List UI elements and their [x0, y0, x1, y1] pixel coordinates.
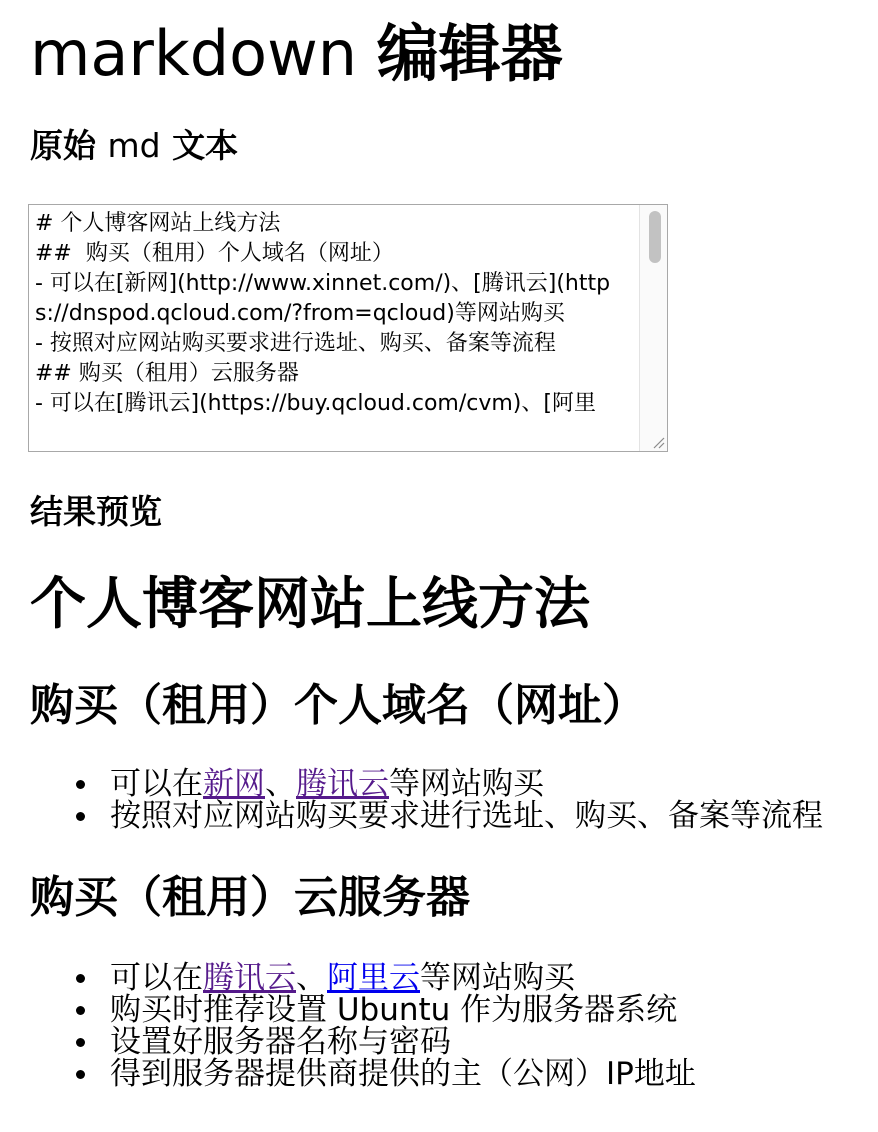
bullet-icon [76, 780, 85, 789]
preview-h2-domain: 购买（租用）个人域名（网址） [30, 680, 646, 731]
markdown-source-textarea[interactable] [29, 205, 637, 451]
bullet-icon [76, 812, 85, 821]
source-heading-part3: 文本 [172, 126, 239, 165]
preview-list-server [0, 962, 696, 1090]
list-item [0, 1026, 696, 1058]
link-xinnet[interactable]: 新网 [203, 766, 265, 802]
list-item-text: 可以在 [110, 960, 203, 996]
page-title-latin: markdown [30, 17, 358, 90]
list-item-separator: 、 [265, 766, 296, 802]
preview-section-heading: 结果预览 [30, 492, 162, 531]
link-aliyun[interactable]: 阿里云 [327, 960, 420, 996]
list-item-separator: 、 [296, 960, 327, 996]
list-item-text: 设置好服务器名称与密码 [110, 1024, 451, 1060]
bullet-icon [76, 974, 85, 983]
list-item-text: 购买时推荐设置 Ubuntu 作为服务器系统 [110, 992, 678, 1028]
source-section-heading [30, 126, 238, 166]
list-item-text: 等网站购买 [389, 766, 544, 802]
list-item [0, 800, 823, 832]
source-heading-part2: md [107, 126, 161, 165]
resize-handle-icon[interactable] [651, 435, 665, 449]
list-item-text: 等网站购买 [420, 960, 575, 996]
list-item [0, 768, 823, 800]
source-heading-part1: 原始 [30, 126, 96, 165]
list-item-text: 可以在 [110, 766, 203, 802]
link-tencent-cloud-cvm[interactable]: 腾讯云 [203, 960, 296, 996]
page-title-cn: 编辑器 [376, 17, 563, 90]
editor-scrollbar-thumb[interactable] [649, 211, 661, 263]
preview-list-domain [0, 768, 823, 832]
link-tencent-cloud-dnspod[interactable]: 腾讯云 [296, 766, 389, 802]
markdown-editor [28, 204, 668, 452]
list-item [0, 962, 696, 994]
list-item-text: 得到服务器提供商提供的主（公网）IP地址 [110, 1056, 696, 1092]
list-item-text: 按照对应网站购买要求进行选址、购买、备案等流程 [110, 798, 823, 834]
preview-h2-server: 购买（租用）云服务器 [30, 872, 470, 923]
bullet-icon [76, 1038, 85, 1047]
page-title [30, 14, 563, 94]
list-item [0, 994, 696, 1026]
list-item [0, 1058, 696, 1090]
editor-scrollbar[interactable] [639, 205, 667, 451]
bullet-icon [76, 1006, 85, 1015]
bullet-icon [76, 1070, 85, 1079]
preview-h1: 个人博客网站上线方法 [30, 572, 590, 637]
